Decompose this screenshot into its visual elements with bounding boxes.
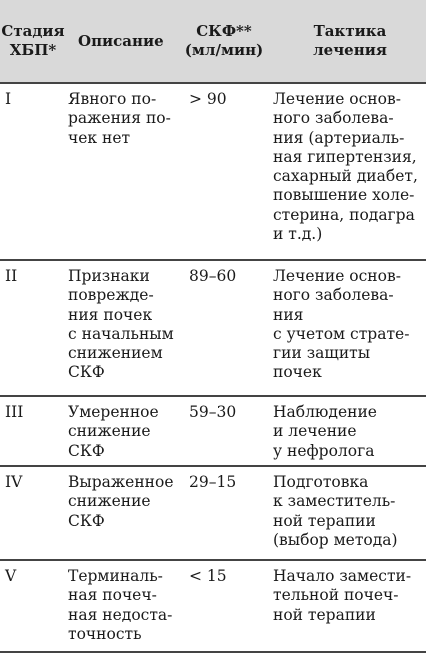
gfr-cell: > 90 <box>189 90 227 108</box>
stage-cell: IV <box>5 473 23 491</box>
tactics-cell: Подготовка к заместитель- ной терапии (выбор метода) <box>273 473 398 549</box>
description-cell: Явного по- ражения по- чек нет <box>68 90 171 147</box>
header-gfr: СКФ** (мл/мин) <box>184 22 264 59</box>
stage-cell: III <box>5 403 24 421</box>
table-row <box>0 83 426 259</box>
header-stage: Стадия ХБП* <box>1 22 65 59</box>
table-row <box>0 260 426 395</box>
gfr-cell: 29–15 <box>189 473 237 491</box>
description-cell: Признаки поврежде- ния почек с начальным снижением СКФ <box>68 267 174 382</box>
tactics-cell: Начало замести- тельной почеч- ной терапии <box>273 567 412 624</box>
stage-cell: V <box>5 567 17 585</box>
tactics-cell: Лечение основ- ного заболева- ния (артериаль- ная гипертензия, сахарный диабет, повышение холе- стерина, подагра и т.д.) <box>273 90 418 244</box>
stage-cell: II <box>5 267 18 285</box>
gfr-cell: < 15 <box>189 567 227 585</box>
table-row <box>0 466 426 559</box>
row-divider <box>0 651 426 653</box>
description-cell: Выраженное снижение СКФ <box>68 473 174 530</box>
description-cell: Умеренное снижение СКФ <box>68 403 159 460</box>
description-cell: Терминаль- ная почеч- ная недоста- точность <box>68 567 173 643</box>
table-row <box>0 560 426 653</box>
table-row <box>0 396 426 465</box>
gfr-cell: 59–30 <box>189 403 237 421</box>
tactics-cell: Лечение основ- ного заболева- ния с учетом страте- гии защиты почек <box>273 267 410 382</box>
gfr-cell: 89–60 <box>189 267 237 285</box>
stage-cell: I <box>5 90 12 108</box>
tactics-cell: Наблюдение и лечение у нефролога <box>273 403 377 460</box>
header-description: Описание <box>78 31 164 50</box>
header-tactics: Тактика лечения <box>313 22 387 59</box>
